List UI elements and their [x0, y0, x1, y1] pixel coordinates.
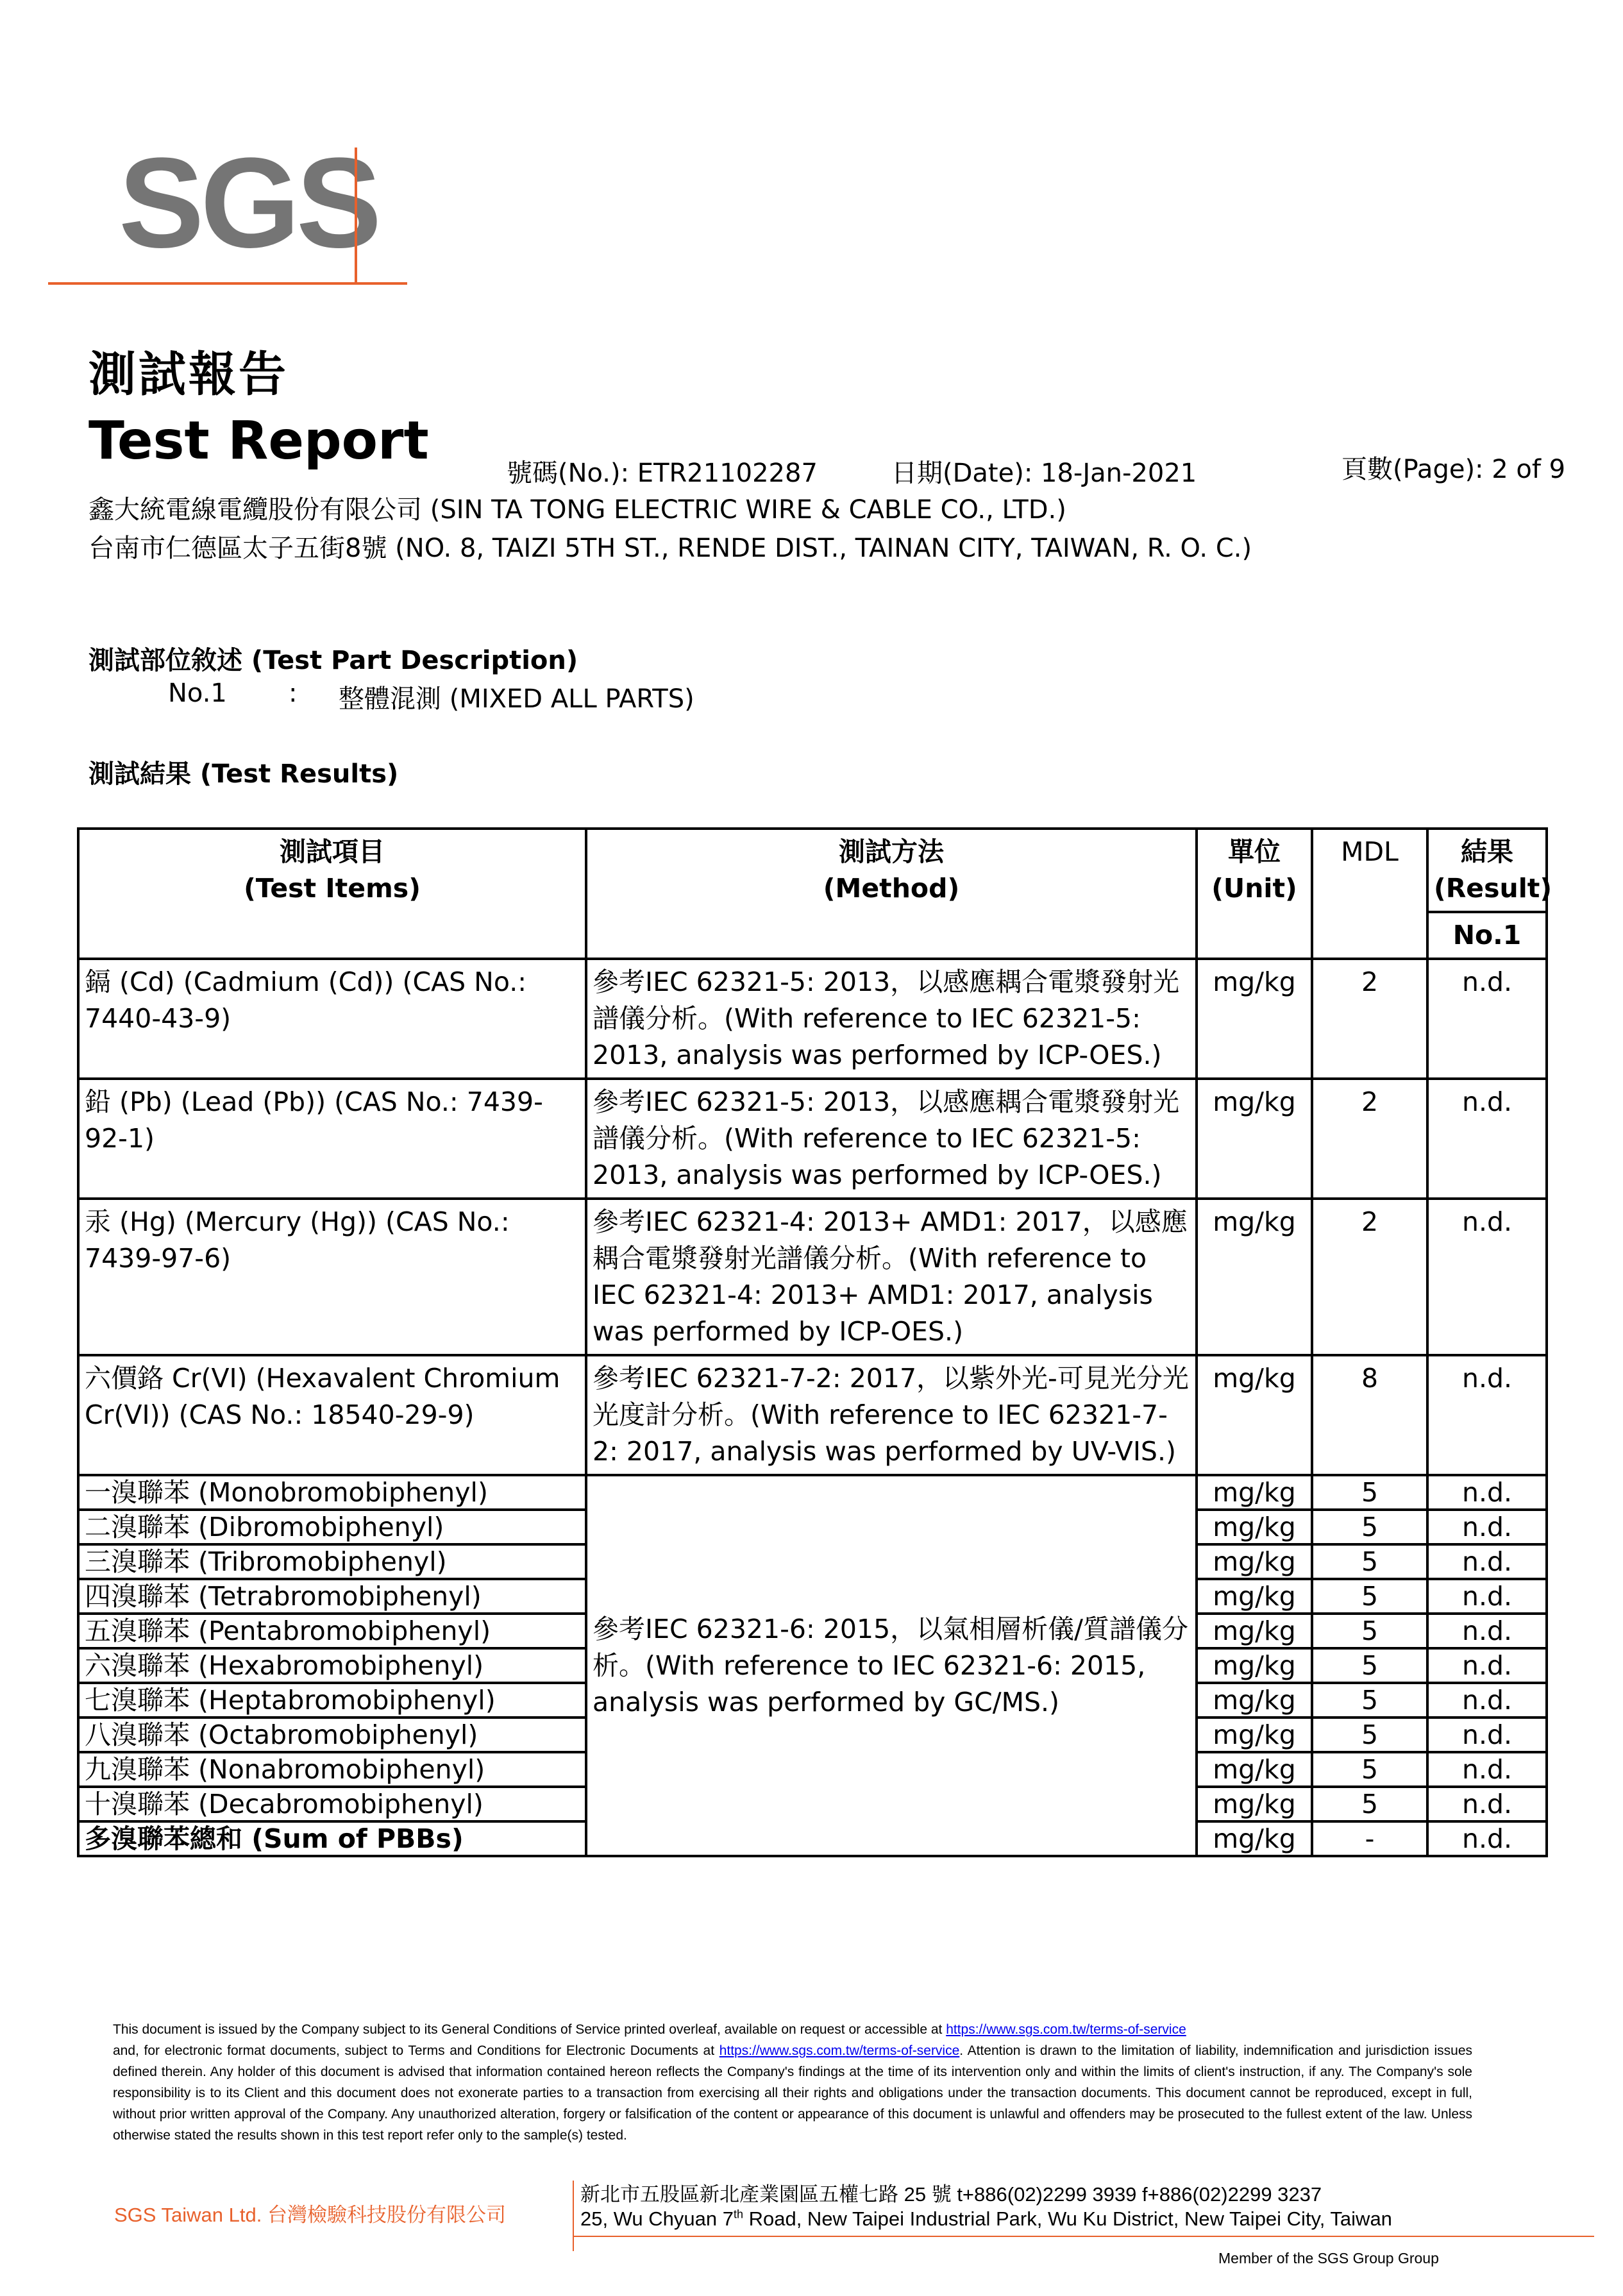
table-row — [78, 1199, 1547, 1355]
client-address: 台南市仁德區太子五街8號 (NO. 8, TAIZI 5TH ST., RENDE DIST., TAINAN CITY, TAIWAN, R. O. C.) — [88, 534, 1252, 563]
cell-item: 三溴聯苯 (Tribromobiphenyl) — [78, 1544, 586, 1579]
cell-unit: mg/kg — [1197, 959, 1312, 1079]
cell-method-pbb: 參考IEC 62321-6: 2015，以氣相層析儀/質譜儀分析。(With reference to IEC 62321-6: 2015, analysis was performed by GC/MS.) — [586, 1475, 1197, 1856]
cell-item: 多溴聯苯總和 (Sum of PBBs) — [78, 1821, 586, 1856]
cell-result: n.d. — [1427, 959, 1547, 1079]
cell-result: n.d. — [1427, 1355, 1547, 1475]
cell-item: 汞 (Hg) (Mercury (Hg)) (CAS No.: 7439-97-6) — [78, 1199, 586, 1355]
cell-mdl: 5 — [1312, 1475, 1427, 1510]
test-part-colon: : — [289, 679, 298, 708]
cell-result: n.d. — [1427, 1683, 1547, 1718]
cell-mdl: 8 — [1312, 1355, 1427, 1475]
cell-unit: mg/kg — [1197, 1648, 1312, 1683]
cell-unit: mg/kg — [1197, 1199, 1312, 1355]
table-header-row — [78, 829, 1547, 912]
cell-result: n.d. — [1427, 1752, 1547, 1787]
cell-unit: mg/kg — [1197, 1821, 1312, 1856]
cell-result: n.d. — [1427, 1648, 1547, 1683]
cell-unit: mg/kg — [1197, 1475, 1312, 1510]
cell-method: 參考IEC 62321-5: 2013，以感應耦合電漿發射光譜儀分析。(With reference to IEC 62321-5: 2013, analysis was performed by ICP-OES.) — [586, 959, 1197, 1079]
title-zh: 測試報告 — [88, 347, 289, 402]
col-header-sample-no: No.1 — [1427, 912, 1547, 959]
terms-link-1[interactable]: https://www.sgs.com.tw/terms-of-service — [946, 2022, 1186, 2037]
cell-mdl: 5 — [1312, 1544, 1427, 1579]
cell-mdl: 2 — [1312, 1199, 1427, 1355]
cell-mdl: 5 — [1312, 1579, 1427, 1614]
footer-address-en: 25, Wu Chyuan 7th Road, New Taipei Industrial Park, Wu Ku District, New Taipei City, Taiwan — [580, 2207, 1392, 2230]
cell-result: n.d. — [1427, 1079, 1547, 1199]
cell-mdl: 2 — [1312, 1079, 1427, 1199]
cell-result: n.d. — [1427, 1199, 1547, 1355]
footer-company: SGS Taiwan Ltd. 台灣檢驗科技股份有限公司 — [114, 2204, 506, 2226]
sgs-logo-text: SGS — [119, 131, 378, 274]
footer-divider-vertical — [573, 2181, 574, 2251]
cell-unit: mg/kg — [1197, 1614, 1312, 1648]
cell-result: n.d. — [1427, 1475, 1547, 1510]
report-number: 號碼(No.): ETR21102287 — [507, 459, 818, 488]
cell-mdl: 5 — [1312, 1787, 1427, 1821]
cell-result: n.d. — [1427, 1718, 1547, 1752]
cell-unit: mg/kg — [1197, 1787, 1312, 1821]
client-name: 鑫大統電線電纜股份有限公司 (SIN TA TONG ELECTRIC WIRE & CABLE CO., LTD.) — [88, 495, 1066, 525]
test-part-no: No.1 — [168, 679, 227, 708]
cell-result: n.d. — [1427, 1787, 1547, 1821]
cell-mdl: 5 — [1312, 1718, 1427, 1752]
cell-item: 二溴聯苯 (Dibromobiphenyl) — [78, 1510, 586, 1544]
title-en: Test Report — [88, 410, 429, 471]
table-row — [78, 1355, 1547, 1475]
cell-result: n.d. — [1427, 1510, 1547, 1544]
cell-item: 四溴聯苯 (Tetrabromobiphenyl) — [78, 1579, 586, 1614]
cell-method: 參考IEC 62321-5: 2013，以感應耦合電漿發射光譜儀分析。(With reference to IEC 62321-5: 2013, analysis was performed by ICP-OES.) — [586, 1079, 1197, 1199]
col-header-method: 測試方法 (Method) — [586, 829, 1197, 959]
col-header-result: 結果 (Result) — [1427, 829, 1547, 912]
footer-address-zh: 新北市五股區新北產業園區五權七路 25 號 t+886(02)2299 3939 f+886(02)2299 3237 — [580, 2183, 1322, 2206]
cell-item: 六價鉻 Cr(VI) (Hexavalent Chromium Cr(VI)) (CAS No.: 18540-29-9) — [78, 1355, 586, 1475]
cell-mdl: 5 — [1312, 1752, 1427, 1787]
cell-item: 八溴聯苯 (Octabromobiphenyl) — [78, 1718, 586, 1752]
test-part-description: 整體混測 (MIXED ALL PARTS) — [339, 684, 694, 714]
cell-item: 六溴聯苯 (Hexabromobiphenyl) — [78, 1648, 586, 1683]
cell-result: n.d. — [1427, 1544, 1547, 1579]
disclaimer-text: This document is issued by the Company subject to its General Conditions of Service printed overleaf, available on request or accessible at https://www.sgs.com.tw/terms-of-service and, for electronic format documents, subject to Terms and Conditions for Electronic Documents at https://www.sgs.com.tw/terms-of-service. Attention is drawn to the limitation of liability, indemnification and jurisdiction issues defined therein. Any holder of this document is advised that information contained hereon reflects the Company's findings at the time of its intervention only and within the limits of client's instruction, if any. The Company's sole responsibility is to its Client and this document does not exonerate parties to a transaction from exercising all their rights and obligations under the transaction documents. This document cannot be reproduced, except in full, without prior written approval of the Company. Any unauthorized alteration, forgery or falsification of the content or appearance of this document is unlawful and offenders may be prosecuted to the fullest extent of the law. Unless otherwise stated the results shown in this test report refer only to the sample(s) tested. — [113, 2022, 1473, 2143]
cell-item: 十溴聯苯 (Decabromobiphenyl) — [78, 1787, 586, 1821]
cell-unit: mg/kg — [1197, 1079, 1312, 1199]
cell-unit: mg/kg — [1197, 1752, 1312, 1787]
results-table — [77, 827, 1552, 1857]
cell-result: n.d. — [1427, 1821, 1547, 1856]
terms-link-2[interactable]: https://www.sgs.com.tw/terms-of-service — [719, 2043, 960, 2058]
report-date: 日期(Date): 18-Jan-2021 — [891, 459, 1197, 488]
cell-item: 九溴聯苯 (Nonabromobiphenyl) — [78, 1752, 586, 1787]
cell-unit: mg/kg — [1197, 1579, 1312, 1614]
cell-method: 參考IEC 62321-4: 2013+ AMD1: 2017，以感應耦合電漿發射光譜儀分析。(With reference to IEC 62321-4: 2013+ AMD1: 2017, analysis was performed by ICP-OES.) — [586, 1199, 1197, 1355]
table-row — [78, 959, 1547, 1079]
footer-member: Member of the SGS Group Group — [1218, 2250, 1439, 2266]
cell-mdl: - — [1312, 1821, 1427, 1856]
col-header-mdl: MDL — [1312, 829, 1427, 959]
page-number: 頁數(Page): 2 of 9 — [1341, 455, 1566, 484]
cell-item: 五溴聯苯 (Pentabromobiphenyl) — [78, 1614, 586, 1648]
footer-divider-horizontal — [573, 2236, 1594, 2237]
cell-mdl: 5 — [1312, 1510, 1427, 1544]
col-header-unit: 單位 (Unit) — [1197, 829, 1312, 959]
col-header-items: 測試項目 (Test Items) — [78, 829, 586, 959]
cell-result: n.d. — [1427, 1614, 1547, 1648]
cell-unit: mg/kg — [1197, 1683, 1312, 1718]
cell-item: 鉛 (Pb) (Lead (Pb)) (CAS No.: 7439-92-1) — [78, 1079, 586, 1199]
cell-item: 七溴聯苯 (Heptabromobiphenyl) — [78, 1683, 586, 1718]
test-part-heading: 測試部位敘述 (Test Part Description) — [88, 646, 578, 675]
cell-result: n.d. — [1427, 1579, 1547, 1614]
table-row — [78, 1079, 1547, 1199]
cell-unit: mg/kg — [1197, 1510, 1312, 1544]
cell-unit: mg/kg — [1197, 1355, 1312, 1475]
cell-unit: mg/kg — [1197, 1718, 1312, 1752]
table-row — [78, 1475, 1547, 1510]
cell-mdl: 5 — [1312, 1614, 1427, 1648]
cell-mdl: 5 — [1312, 1683, 1427, 1718]
cell-item: 一溴聯苯 (Monobromobiphenyl) — [78, 1475, 586, 1510]
cell-item: 鎘 (Cd) (Cadmium (Cd)) (CAS No.: 7440-43-9) — [78, 959, 586, 1079]
sgs-logo — [48, 128, 407, 295]
cell-unit: mg/kg — [1197, 1544, 1312, 1579]
cell-mdl: 5 — [1312, 1648, 1427, 1683]
cell-method: 參考IEC 62321-7-2: 2017，以紫外光-可見光分光光度計分析。(With reference to IEC 62321-7-2: 2017, analysis was performed by UV-VIS.) — [586, 1355, 1197, 1475]
test-results-heading: 測試結果 (Test Results) — [88, 759, 399, 789]
cell-mdl: 2 — [1312, 959, 1427, 1079]
